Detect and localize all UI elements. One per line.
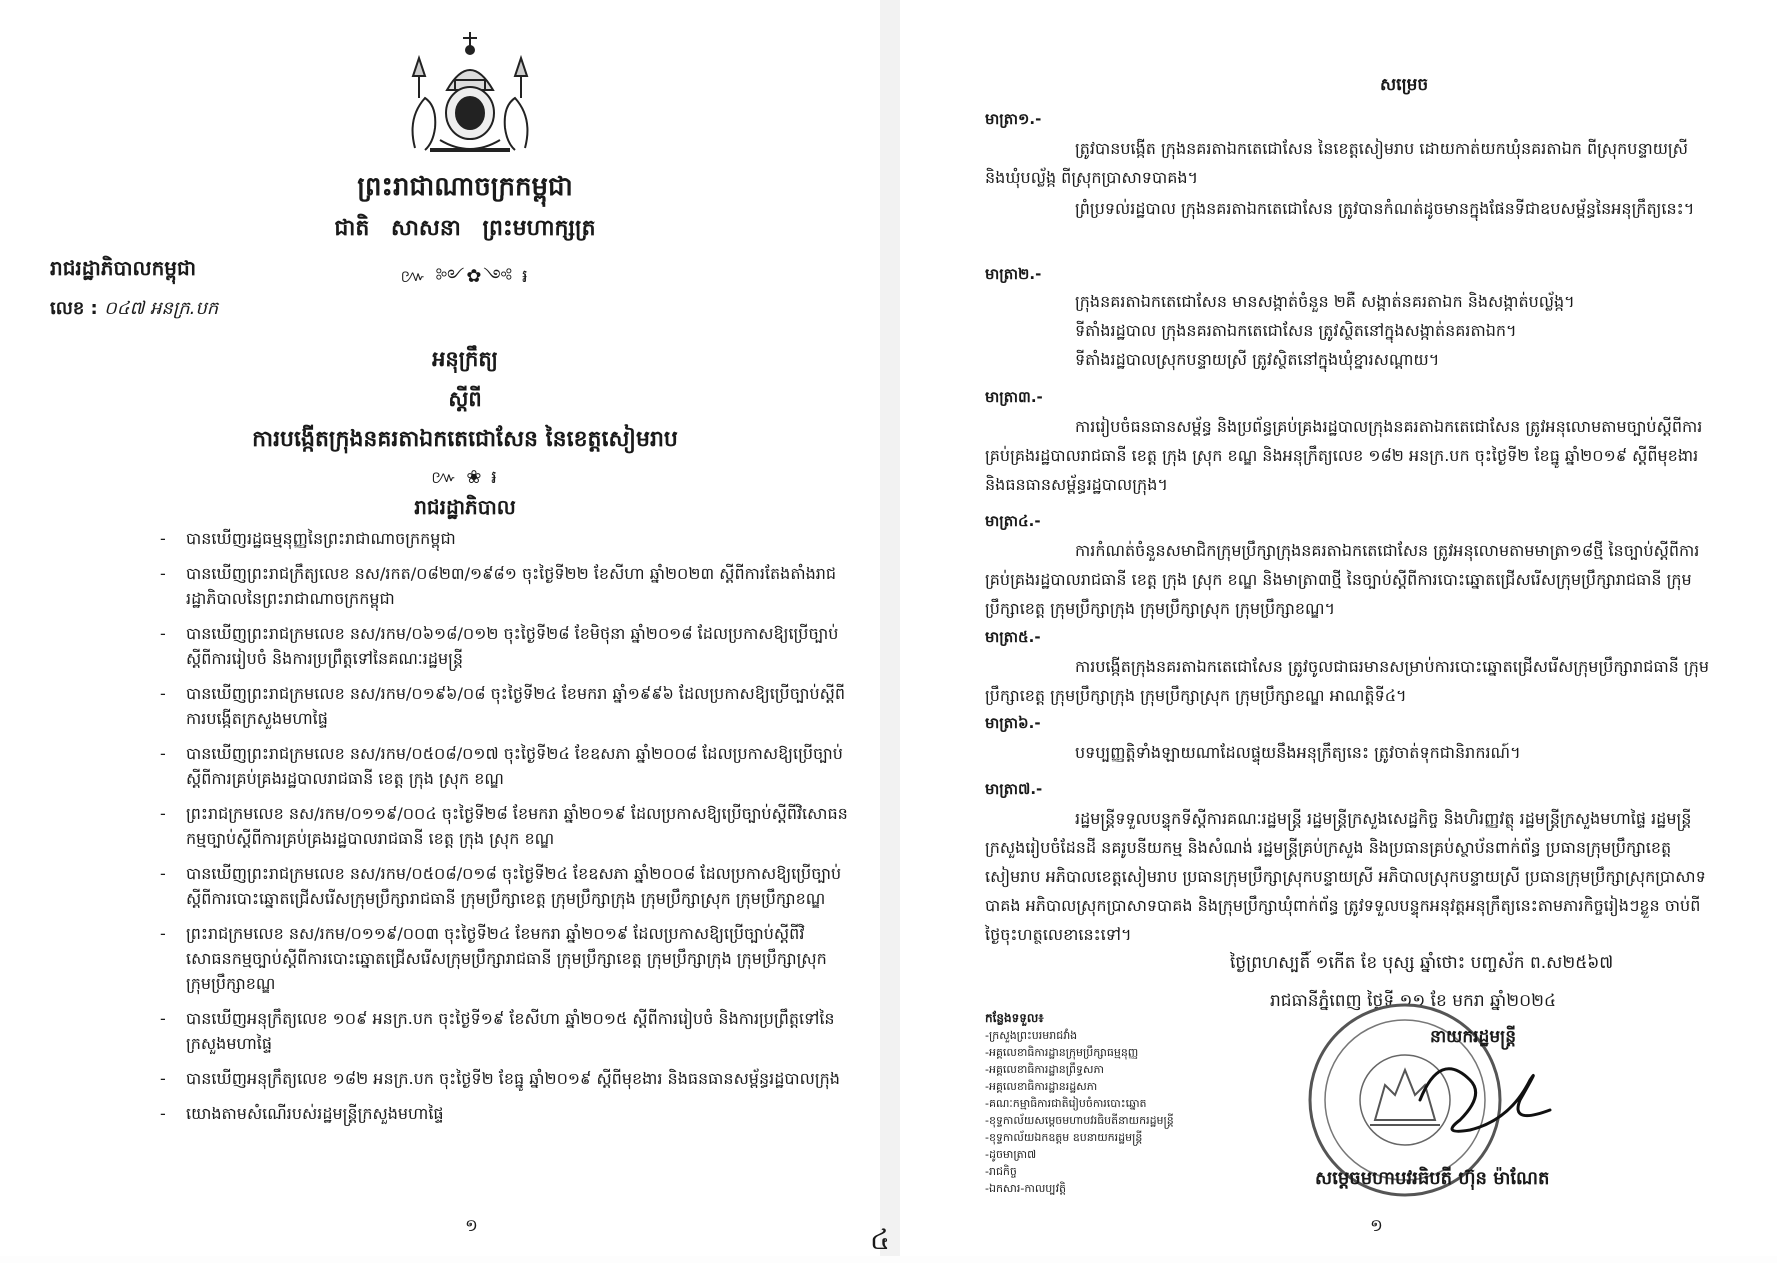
list-item: -គណៈកម្មាធិការជាតិរៀបចំការបោះឆ្នោត [985, 1097, 1147, 1110]
list-item [160, 741, 850, 791]
number-label: លេខ : [50, 298, 98, 319]
reference-text: បានឃើញព្រះរាជក្រឹត្យលេខ នស/រកត/០៨២៣/១៩៨១ ចុះថ្ងៃទី២២ ខែសីហា ឆ្នាំ២០២៣ ស្តីពីការតែងតាំងរាជរដ្ឋាភិបាលនៃព្រះរាជាណាចក្រកម្ពុជា [186, 564, 837, 608]
government-heading: រាជរដ្ឋាភិបាល [414, 495, 516, 519]
reference-text: បានឃើញអនុក្រឹត្យលេខ ១០៩ អនក្រ.បក ចុះថ្ងៃទី១៩ ខែសីហា ឆ្នាំ២០១៥ ស្តីពីការរៀបចំ និងការប្រព្រឹត្តទៅនៃក្រសួងមហាផ្ទៃ [186, 1009, 835, 1053]
article-4 [985, 512, 1715, 623]
reference-text: បានឃើញអនុក្រឹត្យលេខ ១៨២ អនក្រ.បក ចុះថ្ងៃទី២ ខែធ្នូ ឆ្នាំ២០១៩ ស្តីពីមុខងារ និងធនធានសម្ព័ន្ធរដ្ឋបាលក្រុង [186, 1069, 840, 1088]
royal-coat-of-arms-emblem [385, 28, 555, 163]
center-mark: ៤ [870, 1223, 890, 1256]
article-1 [985, 110, 1715, 223]
subject-connector: ស្តីពី [448, 387, 482, 411]
bullet: - [160, 1104, 166, 1123]
article-2 [985, 265, 1715, 374]
handwritten-signature [1400, 1040, 1570, 1150]
bullet: - [160, 804, 166, 823]
reference-text: ព្រះរាជក្រមលេខ នស/រកម/០១១៩/០០៤ ចុះថ្ងៃទី២៨ ខែមករា ឆ្នាំ២០១៩ ដែលប្រកាសឱ្យប្រើច្បាប់ស្តីពីវិសោធនកម្មច្បាប់ស្តីពីការគ្រប់គ្រងរដ្ឋបាលរាជធានី ខេត្ត ក្រុង ស្រុក ខណ្ឌ [186, 804, 848, 848]
document-subject: ការបង្កើតក្រុងនគរតាឯកតេជោសែន នៃខេត្តសៀមរាប [252, 427, 678, 452]
legal-references-list [160, 526, 850, 1136]
signatory-name: សម្តេចមហាបវរធិបតី ហ៊ុន ម៉ាណែត [1315, 1168, 1550, 1189]
list-item [160, 861, 850, 911]
bullet: - [160, 1069, 166, 1088]
number-value: ០៤៧ អនក្រ.បក [104, 298, 219, 319]
list-item: -ក្រសួងព្រះបរមរាជវាំង [985, 1029, 1078, 1042]
list-item [160, 921, 850, 996]
page-gutter [880, 0, 900, 1256]
article-paragraph: ការបង្កើតក្រុងនគរតាឯកតេជោសែន ត្រូវចូលជាធរមានសម្រាប់ការបោះឆ្នោតជ្រើសរើសក្រុមប្រឹក្សារាជធានី ក្រុមប្រឹក្សាខេត្ត ក្រុមប្រឹក្សាក្រុង ក្រុមប្រឹក្សាស្រុក ក្រុមប្រឹក្សាខណ្ឌ អាណត្តិទី៤។ [985, 657, 1709, 705]
document-type-title: អនុក្រឹត្យ [432, 347, 498, 371]
list-item [160, 801, 850, 851]
article-5 [985, 628, 1715, 710]
list-item: -ខុទ្ទកាល័យឯកឧត្តម ឧបនាយករដ្ឋមន្ត្រី [985, 1131, 1143, 1144]
article-6 [985, 714, 1715, 767]
page-number: ១ [1370, 1216, 1383, 1236]
kingdom-heading: ព្រះរាជាណាចក្រកម្ពុជា [357, 172, 573, 202]
bullet: - [160, 529, 166, 548]
reference-text: បានឃើញព្រះរាជក្រមលេខ នស/រកម/០៥០៨/០១៧ ចុះថ្ងៃទី២៤ ខែឧសភា ឆ្នាំ២០០៨ ដែលប្រកាសឱ្យប្រើច្បាប់ស្តីពីការគ្រប់គ្រងរដ្ឋបាលរាជធានី ខេត្ត ក្រុង ស្រុក ខណ្ឌ [186, 744, 843, 788]
article-heading: មាត្រា៧.- [985, 780, 1043, 798]
signatory-title: នាយករដ្ឋមន្ត្រី [1430, 1027, 1516, 1047]
lunar-date: ថ្ងៃព្រហស្បតិ៍ ១កើត ខែ បុស្ស ឆ្នាំថោះ បញ្ចស័ក ព.ស២៥៦៧ [1230, 953, 1614, 973]
article-paragraph: ការកំណត់ចំនួនសមាជិកក្រុមប្រឹក្សាក្រុងនគរតាឯកតេជោសែន ត្រូវអនុលោមតាមមាត្រា១៨ថ្មី នៃច្បាប់ស្តីពីការគ្រប់គ្រងរដ្ឋបាលរាជធានី ខេត្ត ក្រុង ស្រុក ខណ្ឌ និងមាត្រា៣ថ្មី នៃច្បាប់ស្តីពីការបោះឆ្នោតជ្រើសរើសក្រុមប្រឹក្សារាជធានី ក្រុមប្រឹក្សាខេត្ត ក្រុមប្រឹក្សាក្រុង ក្រុមប្រឹក្សាស្រុក ក្រុមប្រឹក្សាខណ្ឌ។ [985, 541, 1700, 618]
decision-heading: សម្រេច [1380, 75, 1429, 95]
reference-text: បានឃើញព្រះរាជក្រមលេខ នស/រកម/០៦១៨/០១២ ចុះថ្ងៃទី២៨ ខែមិថុនា ឆ្នាំ២០១៨ ដែលប្រកាសឱ្យប្រើច្បាប់ស្តីពីការរៀបចំ និងការប្រព្រឹត្តទៅនៃគណៈរដ្ឋមន្ត្រី [186, 624, 839, 668]
list-item: -អគ្គលេខាធិការដ្ឋានក្រុមប្រឹក្សាធម្មនុញ្ញ [985, 1046, 1139, 1059]
article-heading: មាត្រា៤.- [985, 512, 1041, 530]
list-item [160, 1066, 850, 1091]
article-line: ទីតាំងរដ្ឋបាលស្រុកបន្ទាយស្រី ត្រូវស្ថិតនៅក្នុងឃុំខ្នារសណ្តាយ។ [1075, 350, 1440, 369]
list-item: -ដូចមាត្រា៧ [985, 1148, 1037, 1161]
list-item: -ឯកសារ-កាលប្បវត្តិ [985, 1182, 1067, 1195]
reference-text: បានឃើញព្រះរាជក្រមលេខ នស/រកម/០១៩៦/០៨ ចុះថ្ងៃទី២៤ ខែមករា ឆ្នាំ១៩៩៦ ដែលប្រកាសឱ្យប្រើច្បាប់ស្តីពីការបង្កើតក្រសួងមហាផ្ទៃ [186, 684, 846, 728]
article-heading: មាត្រា៦.- [985, 714, 1041, 732]
list-item [160, 681, 850, 731]
ornament-divider-2: ៚ ❀ ៛ [431, 467, 499, 488]
bullet: - [160, 864, 166, 883]
article-paragraph: ការរៀបចំធនធានសម្ព័ន្ធ និងប្រព័ន្ធគ្រប់គ្រងរដ្ឋបាលក្រុងនគរតាឯកតេជោសែន ត្រូវអនុលោមតាមច្បាប់ស្តីពីការគ្រប់គ្រងរដ្ឋបាលរាជធានី ខេត្ត ក្រុង ស្រុក ខណ្ឌ និងអនុក្រឹត្យលេខ ១៨២ អនក្រ.បក ចុះថ្ងៃទី២ ខែធ្នូ ឆ្នាំ២០១៩ ស្តីពីមុខងារ និងធនធានសម្ព័ន្ធរដ្ឋបាលក្រុង។ [985, 417, 1703, 494]
bullet: - [160, 624, 166, 643]
ornament-divider: ៚ ༻✿༺ ៛ [400, 266, 530, 287]
list-item [160, 621, 850, 671]
national-motto: ជាតិ សាសនា ព្រះមហាក្សត្រ [334, 216, 596, 241]
article-3 [985, 388, 1715, 499]
distribution-list [985, 1010, 1174, 1197]
list-item [160, 1006, 850, 1056]
reference-text: បានឃើញព្រះរាជក្រមលេខ នស/រកម/០៥០៨/០១៨ ចុះថ្ងៃទី២៤ ខែឧសភា ឆ្នាំ២០០៨ ដែលប្រកាសឱ្យប្រើច្បាប់ស្តីពីការបោះឆ្នោតជ្រើសរើសក្រុមប្រឹក្សារាជធានី ក្រុមប្រឹក្សាខេត្ត ក្រុមប្រឹក្សាក្រុង ក្រុមប្រឹក្សាស្រុក ក្រុមប្រឹក្សាខណ្ឌ [186, 864, 842, 908]
solar-date: រាជធានីភ្នំពេញ ថ្ងៃទី ១១ ខែ មករា ឆ្នាំ២០២៤ [1270, 991, 1557, 1011]
list-item [160, 561, 850, 611]
article-heading: មាត្រា១.- [985, 110, 1042, 128]
article-line: ទីតាំងរដ្ឋបាល ក្រុងនគរតាឯកតេជោសែន ត្រូវស្ថិតនៅក្នុងសង្កាត់នគរតាឯក។ [1075, 321, 1517, 340]
bullet: - [160, 1009, 166, 1028]
article-heading: មាត្រា៣.- [985, 388, 1043, 406]
reference-text: យោងតាមសំណើរបស់រដ្ឋមន្ត្រីក្រសួងមហាផ្ទៃ [186, 1104, 444, 1123]
article-heading: មាត្រា២.- [985, 265, 1042, 283]
reference-text: បានឃើញរដ្ឋធម្មនុញ្ញនៃព្រះរាជាណាចក្រកម្ពុជា [186, 529, 456, 548]
article-paragraph: បទប្បញ្ញត្តិទាំងឡាយណាដែលផ្ទុយនឹងអនុក្រឹត្យនេះ ត្រូវចាត់ទុកជានិរាករណ៍។ [1075, 743, 1521, 762]
bullet: - [160, 684, 166, 703]
page-number: ១ [465, 1216, 478, 1236]
list-item: -អគ្គលេខាធិការដ្ឋានព្រឹទ្ធសភា [985, 1063, 1104, 1076]
list-item [160, 1101, 850, 1126]
issuing-authority: រាជរដ្ឋាភិបាលកម្ពុជា [50, 256, 196, 280]
article-line: ក្រុងនគរតាឯកតេជោសែន មានសង្កាត់ចំនួន ២គឺ សង្កាត់នគរតាឯក និងសង្កាត់បល្ល័ង្ក។ [1075, 292, 1575, 311]
bullet: - [160, 744, 166, 763]
article-7 [985, 780, 1715, 949]
bullet: - [160, 924, 166, 943]
document-number [50, 296, 218, 323]
bullet: - [160, 564, 166, 583]
list-item [160, 526, 850, 551]
article-paragraph: ព្រំប្រទល់រដ្ឋបាល ក្រុងនគរតាឯកតេជោសែន ត្រូវបានកំណត់ដូចមានក្នុងផែនទីជាឧបសម្ព័ន្ធនៃអនុក្រឹត្យនេះ។ [1075, 199, 1695, 218]
list-item: -អគ្គលេខាធិការដ្ឋានរដ្ឋសភា [985, 1080, 1098, 1093]
reference-text: ព្រះរាជក្រមលេខ នស/រកម/០១១៩/០០៣ ចុះថ្ងៃទី២៤ ខែមករា ឆ្នាំ២០១៩ ដែលប្រកាសឱ្យប្រើច្បាប់ស្តីពីវិសោធនកម្មច្បាប់ស្តីពីការបោះឆ្នោតជ្រើសរើសក្រុមប្រឹក្សារាជធានី ក្រុមប្រឹក្សាខេត្ត ក្រុមប្រឹក្សាក្រុង ក្រុមប្រឹក្សាស្រុក ក្រុមប្រឹក្សាខណ្ឌ [186, 924, 827, 993]
list-item: -រាជកិច្ច [985, 1165, 1017, 1178]
article-paragraph: ត្រូវបានបង្កើត ក្រុងនគរតាឯកតេជោសែន នៃខេត្តសៀមរាប ដោយកាត់យកឃុំនគរតាឯក ពីស្រុកបន្ទាយស្រី និងឃុំបល្ល័ង្ក ពីស្រុកប្រាសាទបាគង។ [985, 139, 1688, 187]
list-item: -ខុទ្ទកាល័យសម្តេចមហាបវរធិបតីនាយករដ្ឋមន្ត្រី [985, 1114, 1174, 1127]
distribution-title: កន្លែងទទួល៖ [985, 1011, 1044, 1025]
left-page [0, 0, 880, 1256]
article-paragraph: រដ្ឋមន្ត្រីទទួលបន្ទុកទីស្តីការគណៈរដ្ឋមន្ត្រី រដ្ឋមន្ត្រីក្រសួងសេដ្ឋកិច្ច និងហិរញ្ញវត្ថុ រដ្ឋមន្ត្រីក្រសួងមហាផ្ទៃ រដ្ឋមន្ត្រីក្រសួងរៀបចំដែនដី នគរូបនីយកម្ម និងសំណង់ រដ្ឋមន្ត្រីគ្រប់ក្រសួង និងប្រធានគ្រប់ស្ថាប័នពាក់ព័ន្ធ ប្រធានក្រុមប្រឹក្សាខេត្តសៀមរាប អភិបាលខេត្តសៀមរាប ប្រធានក្រុមប្រឹក្សាស្រុកបន្ទាយស្រី អភិបាលស្រុកបន្ទាយស្រី ប្រធានក្រុមប្រឹក្សាស្រុកប្រាសាទបាគង អភិបាលស្រុកប្រាសាទបាគង និងក្រុមប្រឹក្សាឃុំពាក់ព័ន្ធ ត្រូវទទួលបន្ទុកអនុវត្តអនុក្រឹត្យនេះតាមភារកិច្ចរៀងៗខ្លួន ចាប់ពីថ្ងៃចុះហត្ថលេខានេះទៅ។ [985, 809, 1706, 944]
article-heading: មាត្រា៥.- [985, 628, 1041, 646]
